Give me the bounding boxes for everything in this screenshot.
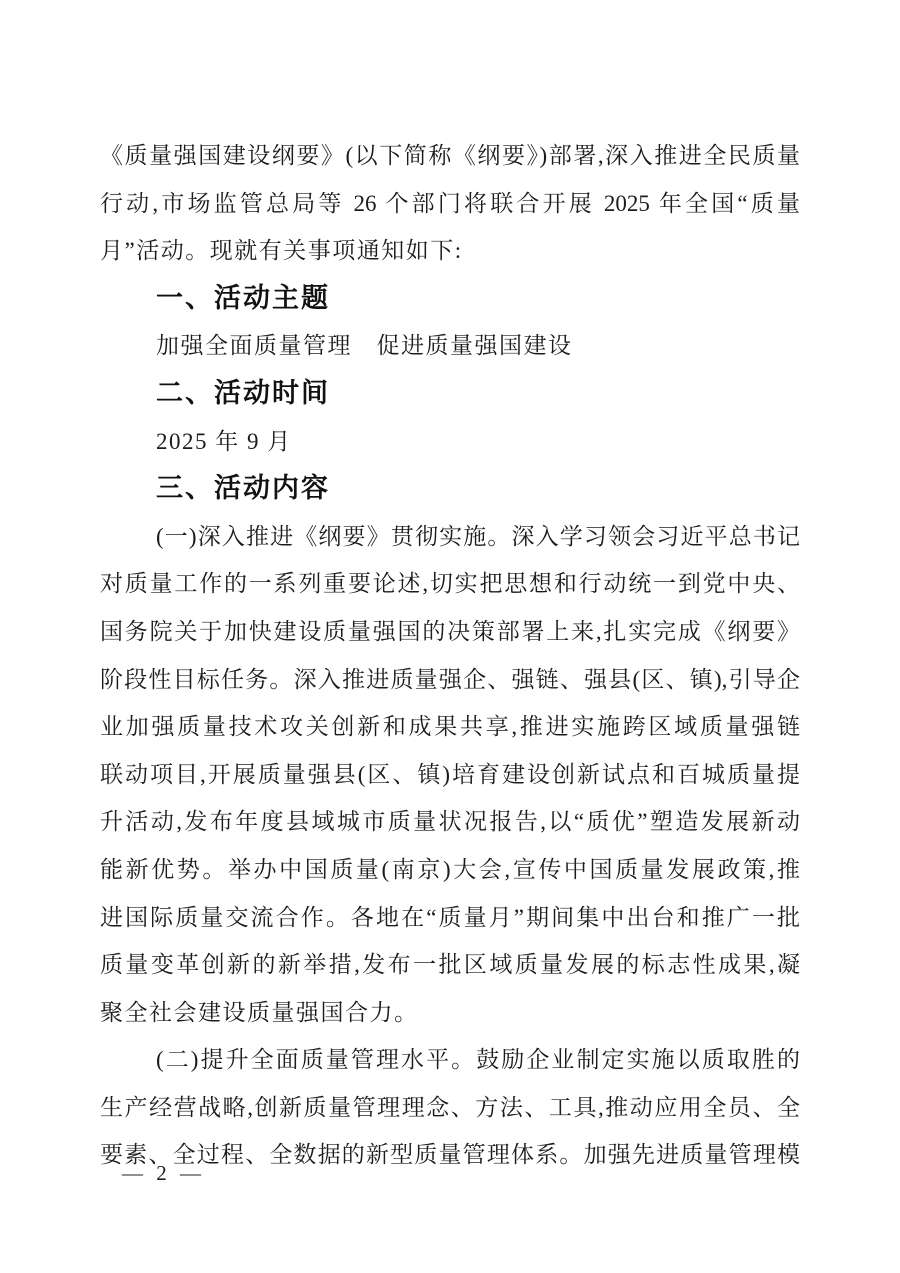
intro-line: 《质量强国建设纲要》(以下简称《纲要》)部署,深入推进全民质量 bbox=[100, 143, 800, 168]
paragraph-line: 对质量工作的一系列重要论述,切实把思想和行动统一到党中央、 bbox=[100, 571, 800, 597]
document-body bbox=[100, 132, 800, 1179]
paragraph-line: (一)深入推进《纲要》贯彻实施。深入学习领会习近平总书记 bbox=[156, 523, 800, 549]
activity-time: 2025 年 9 月 bbox=[156, 428, 292, 454]
paragraph-line: 生产经营战略,创新质量管理理念、方法、工具,推动应用全员、全 bbox=[100, 1094, 800, 1120]
paragraph-line: 质量变革创新的新举措,发布一批区域质量发展的标志性成果,凝 bbox=[100, 952, 800, 978]
paragraph-line: 聚全社会建设质量强国合力。 bbox=[100, 999, 419, 1025]
intro-line: 行动,市场监管总局等 26 个部门将联合开展 2025 年全国“质量 bbox=[100, 190, 800, 216]
paragraph-line: 要素、全过程、全数据的新型质量管理体系。加强先进质量管理模 bbox=[100, 1142, 800, 1168]
page-number: — 2 — bbox=[122, 1161, 205, 1185]
activity-theme: 加强全面质量管理 促进质量强国建设 bbox=[156, 333, 573, 359]
section-2-heading: 二、活动时间 bbox=[156, 377, 330, 408]
paragraph-line: 国务院关于加快建设质量强国的决策部署上来,扎实完成《纲要》 bbox=[100, 618, 800, 644]
paragraph-line: 升活动,发布年度县域城市质量状况报告,以“质优”塑造发展新动 bbox=[100, 809, 800, 835]
intro-line: 月”活动。现就有关事项通知如下: bbox=[100, 238, 463, 264]
paragraph-line: 能新优势。举办中国质量(南京)大会,宣传中国质量发展政策,推 bbox=[100, 856, 800, 882]
section-3-heading: 三、活动内容 bbox=[156, 473, 330, 504]
paragraph-line: 业加强质量技术攻关创新和成果共享,推进实施跨区域质量强链 bbox=[100, 714, 800, 740]
paragraph-line: (二)提升全面质量管理水平。鼓励企业制定实施以质取胜的 bbox=[156, 1047, 800, 1073]
paragraph-line: 进国际质量交流合作。各地在“质量月”期间集中出台和推广一批 bbox=[100, 904, 800, 930]
paragraph-line: 联动项目,开展质量强县(区、镇)培育建设创新试点和百城质量提 bbox=[100, 761, 800, 787]
section-1-heading: 一、活动主题 bbox=[156, 282, 330, 313]
paragraph-line: 阶段性目标任务。深入推进质量强企、强链、强县(区、镇),引导企 bbox=[100, 666, 800, 692]
